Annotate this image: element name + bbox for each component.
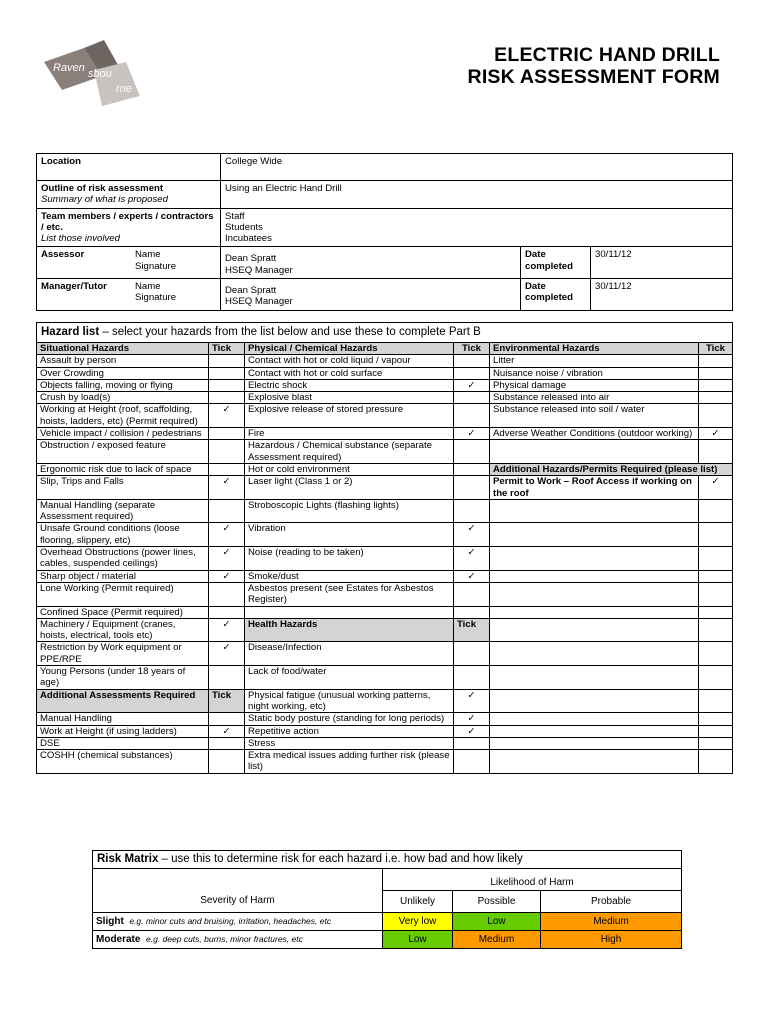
hazard-cell: Extra medical issues adding further risk (please list)	[245, 750, 454, 774]
assessor-label: Assessor	[41, 249, 85, 261]
hazard-cell: Slip, Trips and Falls	[37, 476, 209, 500]
additional-hazard-entry[interactable]	[490, 737, 699, 749]
hazard-row	[37, 379, 733, 391]
tick-checkbox[interactable]: ✓	[454, 689, 490, 713]
form-title	[468, 44, 720, 88]
hazard-row	[37, 404, 733, 428]
hazard-cell: Hazardous / Chemical substance (separate Assessment required)	[245, 440, 454, 464]
hazard-cell: DSE	[37, 737, 209, 749]
hazard-row	[37, 440, 733, 464]
hazard-cell: Over Crowding	[37, 367, 209, 379]
col-environmental: Environmental Hazards	[490, 343, 699, 355]
hazard-cell: Repetitive action	[245, 725, 454, 737]
col-tick: Tick	[209, 343, 245, 355]
tick-checkbox[interactable]	[699, 523, 733, 547]
tick-checkbox[interactable]	[454, 666, 490, 690]
hazard-cell: Work at Height (if using ladders)	[37, 725, 209, 737]
tick-checkbox[interactable]	[454, 355, 490, 367]
additional-hazard-entry[interactable]	[490, 642, 699, 666]
col-tick: Tick	[454, 343, 490, 355]
tick-checkbox[interactable]	[699, 404, 733, 428]
col-situational: Situational Hazards	[37, 343, 209, 355]
additional-hazard-entry[interactable]	[490, 523, 699, 547]
assessor-date: 30/11/12	[591, 247, 733, 279]
slight-example: e.g. minor cuts and bruising, irritation, headaches, etc	[129, 916, 332, 926]
tick-checkbox[interactable]	[454, 440, 490, 464]
tick-checkbox[interactable]	[209, 392, 245, 404]
hazard-cell: Disease/Infection	[245, 642, 454, 666]
hazard-cell: Stroboscopic Lights (flashing lights)	[245, 499, 454, 523]
additional-hazard-entry[interactable]	[490, 618, 699, 642]
hazard-cell: Confined Space (Permit required)	[37, 606, 209, 618]
hazard-row	[37, 725, 733, 737]
risk-matrix-table	[92, 850, 682, 949]
hazard-row	[37, 499, 733, 523]
hazard-cell: COSHH (chemical substances)	[37, 750, 209, 774]
hazard-cell: Physical damage	[490, 379, 699, 391]
hazard-cell: Sharp object / material	[37, 570, 209, 582]
tick-checkbox[interactable]: ✓	[209, 725, 245, 737]
location-value: College Wide	[221, 154, 733, 181]
col-tick: Tick	[209, 689, 245, 713]
hazard-cell: Manual Handling (separate Assessment required)	[37, 499, 209, 523]
ravensbourne-logo	[44, 40, 148, 110]
risk-cell-medium: Medium	[453, 931, 541, 949]
hazard-cell: Explosive release of stored pressure	[245, 404, 454, 428]
tick-checkbox[interactable]: ✓	[209, 642, 245, 666]
hazard-cell: Obstruction / exposed feature	[37, 440, 209, 464]
tick-checkbox[interactable]	[454, 392, 490, 404]
tick-checkbox[interactable]: ✓	[699, 476, 733, 500]
hazard-cell	[490, 440, 699, 464]
hazard-cell: Vehicle impact / collision / pedestrians	[37, 428, 209, 440]
tick-checkbox[interactable]	[454, 404, 490, 428]
likelihood-label: Likelihood of Harm	[383, 869, 682, 891]
col-unlikely: Unlikely	[383, 891, 453, 913]
tick-checkbox[interactable]	[699, 713, 733, 725]
additional-assessments-header: Additional Assessments Required	[37, 689, 209, 713]
hazard-cell: Fire	[245, 428, 454, 440]
tick-checkbox[interactable]	[699, 570, 733, 582]
tick-checkbox[interactable]	[699, 582, 733, 606]
risk-matrix-heading-bold: Risk Matrix	[97, 853, 159, 865]
additional-hazard-entry[interactable]	[490, 725, 699, 737]
tick-checkbox[interactable]	[454, 606, 490, 618]
hazard-row	[37, 737, 733, 749]
additional-hazard-entry[interactable]	[490, 750, 699, 774]
additional-hazards-header: Additional Hazards/Permits Required (please list)	[490, 463, 733, 475]
hazard-row	[37, 523, 733, 547]
tick-checkbox[interactable]	[209, 713, 245, 725]
outline-value: Using an Electric Hand Drill	[221, 181, 733, 209]
hazard-row	[37, 392, 733, 404]
risk-cell-low: Low	[453, 913, 541, 931]
tick-checkbox[interactable]	[454, 582, 490, 606]
assessor-name: Dean Spratt	[225, 253, 277, 265]
hazard-row	[37, 463, 733, 475]
blank-cell	[93, 869, 383, 891]
tick-checkbox[interactable]	[454, 750, 490, 774]
hazard-cell: Lone Working (Permit required)	[37, 582, 209, 606]
tick-checkbox[interactable]: ✓	[209, 523, 245, 547]
col-probable: Probable	[541, 891, 682, 913]
assessment-info-table	[36, 153, 733, 311]
assessor-cell	[37, 247, 221, 279]
tick-checkbox[interactable]	[209, 367, 245, 379]
hazard-cell: Crush by load(s)	[37, 392, 209, 404]
tick-checkbox[interactable]	[454, 463, 490, 475]
tick-checkbox[interactable]	[454, 367, 490, 379]
name-label: Name	[135, 249, 161, 261]
date-completed-label: Date completed	[521, 247, 591, 279]
outline-sub: Summary of what is proposed	[41, 194, 168, 206]
title-line-2: RISK ASSESSMENT FORM	[467, 66, 720, 88]
slight-label: Slight	[96, 916, 124, 927]
tick-checkbox[interactable]	[699, 689, 733, 713]
tick-checkbox[interactable]: ✓	[454, 547, 490, 571]
risk-matrix-heading-text: – use this to determine risk for each hazard i.e. how bad and how likely	[158, 853, 523, 865]
hazard-cell: Contact with hot or cold liquid / vapour	[245, 355, 454, 367]
assessor-role: HSEQ Manager	[225, 264, 293, 276]
slight-row-label	[93, 913, 383, 931]
hazard-row	[37, 606, 733, 618]
col-physical: Physical / Chemical Hazards	[245, 343, 454, 355]
tick-checkbox[interactable]: ✓	[454, 428, 490, 440]
additional-hazard-entry[interactable]	[490, 666, 699, 690]
hazard-cell: Contact with hot or cold surface	[245, 367, 454, 379]
moderate-label: Moderate	[96, 934, 141, 945]
hazard-cell: Vibration	[245, 523, 454, 547]
tick-checkbox[interactable]	[209, 379, 245, 391]
team-label: Team members / experts / contractors / etc.	[41, 210, 214, 233]
hazard-cell: Young Persons (under 18 years of age)	[37, 666, 209, 690]
team-member: Staff	[225, 210, 245, 222]
hazard-cell: Nuisance noise / vibration	[490, 367, 699, 379]
hazard-cell: Adverse Weather Conditions (outdoor working)	[490, 428, 699, 440]
assessor-details	[221, 247, 521, 279]
additional-hazard-entry[interactable]	[490, 689, 699, 713]
risk-cell-low: Low	[383, 931, 453, 949]
additional-hazard-entry[interactable]	[490, 606, 699, 618]
hazard-row	[37, 428, 733, 440]
manager-role: HSEQ Manager	[225, 296, 293, 308]
tick-checkbox[interactable]	[699, 440, 733, 464]
hazard-list-heading-text: – select your hazards from the list below and use these to complete Part B	[99, 326, 481, 338]
hazard-list-heading	[37, 323, 733, 343]
permit-to-work: Permit to Work – Roof Access if working on the roof	[490, 476, 699, 500]
tick-checkbox[interactable]	[209, 463, 245, 475]
additional-hazard-entry[interactable]	[490, 570, 699, 582]
tick-checkbox[interactable]	[699, 737, 733, 749]
name-label: Name	[135, 281, 161, 293]
tick-checkbox[interactable]	[209, 355, 245, 367]
hazard-row	[37, 713, 733, 725]
tick-checkbox[interactable]: ✓	[454, 713, 490, 725]
hazard-row	[37, 666, 733, 690]
hazard-row	[37, 570, 733, 582]
team-values	[221, 208, 733, 247]
hazard-cell: Unsafe Ground conditions (loose flooring, slippery, etc)	[37, 523, 209, 547]
hazard-cell: Smoke/dust	[245, 570, 454, 582]
tick-checkbox[interactable]	[699, 606, 733, 618]
col-tick: Tick	[454, 618, 490, 642]
tick-checkbox[interactable]	[454, 476, 490, 500]
additional-hazard-entry[interactable]	[490, 713, 699, 725]
risk-cell-very-low: Very low	[383, 913, 453, 931]
hazard-cell: Litter	[490, 355, 699, 367]
additional-hazard-entry[interactable]	[490, 582, 699, 606]
team-member: Incubatees	[225, 233, 272, 245]
manager-date: 30/11/12	[591, 279, 733, 311]
hazard-row	[37, 618, 733, 642]
hazard-row	[37, 547, 733, 571]
hazard-cell: Stress	[245, 737, 454, 749]
outline-cell	[37, 181, 221, 209]
location-label: Location	[37, 154, 221, 181]
hazard-row	[37, 367, 733, 379]
hazard-row	[37, 750, 733, 774]
tick-checkbox[interactable]	[209, 440, 245, 464]
tick-checkbox[interactable]	[699, 642, 733, 666]
risk-cell-high: High	[541, 931, 682, 949]
hazard-cell: Noise (reading to be taken)	[245, 547, 454, 571]
hazard-row	[37, 355, 733, 367]
moderate-example: e.g. deep cuts, burns, minor fractures, etc	[146, 934, 303, 944]
hazard-row	[37, 642, 733, 666]
hazard-list-table	[36, 322, 733, 774]
date-completed-label: Date completed	[521, 279, 591, 311]
hazard-cell: Objects falling, moving or flying	[37, 379, 209, 391]
signature-label: Signature	[135, 260, 177, 272]
tick-checkbox[interactable]	[699, 367, 733, 379]
signature-label: Signature	[135, 292, 177, 304]
tick-checkbox[interactable]	[699, 750, 733, 774]
tick-checkbox[interactable]	[699, 666, 733, 690]
tick-checkbox[interactable]: ✓	[209, 570, 245, 582]
hazard-cell: Static body posture (standing for long periods)	[245, 713, 454, 725]
hazard-cell: Substance released into soil / water	[490, 404, 699, 428]
hazard-cell: Assault by person	[37, 355, 209, 367]
hazard-cell: Physical fatigue (unusual working patterns, night working, etc)	[245, 689, 454, 713]
col-tick: Tick	[699, 343, 733, 355]
tick-checkbox[interactable]	[209, 666, 245, 690]
tick-checkbox[interactable]	[209, 428, 245, 440]
tick-checkbox[interactable]: ✓	[454, 725, 490, 737]
hazard-cell	[245, 606, 454, 618]
risk-cell-medium: Medium	[541, 913, 682, 931]
tick-checkbox[interactable]: ✓	[209, 404, 245, 428]
tick-checkbox[interactable]: ✓	[209, 476, 245, 500]
tick-checkbox[interactable]	[454, 642, 490, 666]
hazard-row	[37, 689, 733, 713]
col-possible: Possible	[453, 891, 541, 913]
tick-checkbox[interactable]: ✓	[699, 428, 733, 440]
hazard-cell: Laser light (Class 1 or 2)	[245, 476, 454, 500]
tick-checkbox[interactable]	[699, 725, 733, 737]
hazard-cell: Explosive blast	[245, 392, 454, 404]
tick-checkbox[interactable]: ✓	[209, 547, 245, 571]
manager-cell	[37, 279, 221, 311]
hazard-cell: Ergonomic risk due to lack of space	[37, 463, 209, 475]
tick-checkbox[interactable]	[699, 618, 733, 642]
additional-hazard-entry[interactable]	[490, 499, 699, 523]
hazard-cell: Substance released into air	[490, 392, 699, 404]
hazard-cell: Asbestos present (see Estates for Asbestos Register)	[245, 582, 454, 606]
tick-checkbox[interactable]	[699, 392, 733, 404]
moderate-row-label	[93, 931, 383, 949]
svg-text:rne: rne	[116, 83, 132, 95]
hazard-cell: Working at Height (roof, scaffolding, hoists, ladders, etc) (Permit required)	[37, 404, 209, 428]
additional-hazard-entry[interactable]	[490, 547, 699, 571]
tick-checkbox[interactable]	[454, 499, 490, 523]
tick-checkbox[interactable]	[209, 582, 245, 606]
team-cell	[37, 208, 221, 247]
svg-text:Raven: Raven	[53, 62, 85, 74]
tick-checkbox[interactable]	[699, 379, 733, 391]
svg-text:sbou: sbou	[88, 68, 112, 80]
severity-label: Severity of Harm	[93, 891, 383, 913]
tick-checkbox[interactable]	[209, 499, 245, 523]
title-line-1: ELECTRIC HAND DRILL	[494, 44, 720, 66]
tick-checkbox[interactable]	[454, 737, 490, 749]
manager-details	[221, 279, 521, 311]
hazard-row	[37, 476, 733, 500]
hazard-cell: Hot or cold environment	[245, 463, 454, 475]
tick-checkbox[interactable]	[699, 499, 733, 523]
hazard-cell: Machinery / Equipment (cranes, hoists, electrical, tools etc)	[37, 618, 209, 642]
tick-checkbox[interactable]	[209, 606, 245, 618]
tick-checkbox[interactable]	[699, 355, 733, 367]
team-member: Students	[225, 221, 263, 233]
hazard-list-heading-bold: Hazard list	[41, 326, 100, 338]
health-hazards-header: Health Hazards	[245, 618, 454, 642]
hazard-cell: Electric shock	[245, 379, 454, 391]
manager-label: Manager/Tutor	[41, 281, 107, 293]
hazard-cell: Overhead Obstructions (power lines, cables, suspended ceilings)	[37, 547, 209, 571]
outline-label: Outline of risk assessment	[41, 183, 164, 194]
hazard-row	[37, 582, 733, 606]
tick-checkbox[interactable]: ✓	[209, 618, 245, 642]
tick-checkbox[interactable]	[209, 737, 245, 749]
hazard-cell: Restriction by Work equipment or PPE/RPE	[37, 642, 209, 666]
tick-checkbox[interactable]: ✓	[454, 379, 490, 391]
manager-name: Dean Spratt	[225, 285, 277, 297]
tick-checkbox[interactable]	[699, 547, 733, 571]
hazard-cell: Manual Handling	[37, 713, 209, 725]
tick-checkbox[interactable]	[209, 750, 245, 774]
tick-checkbox[interactable]: ✓	[454, 523, 490, 547]
risk-matrix-heading	[93, 851, 682, 869]
tick-checkbox[interactable]: ✓	[454, 570, 490, 582]
team-sub: List those involved	[41, 233, 120, 245]
hazard-cell: Lack of food/water	[245, 666, 454, 690]
